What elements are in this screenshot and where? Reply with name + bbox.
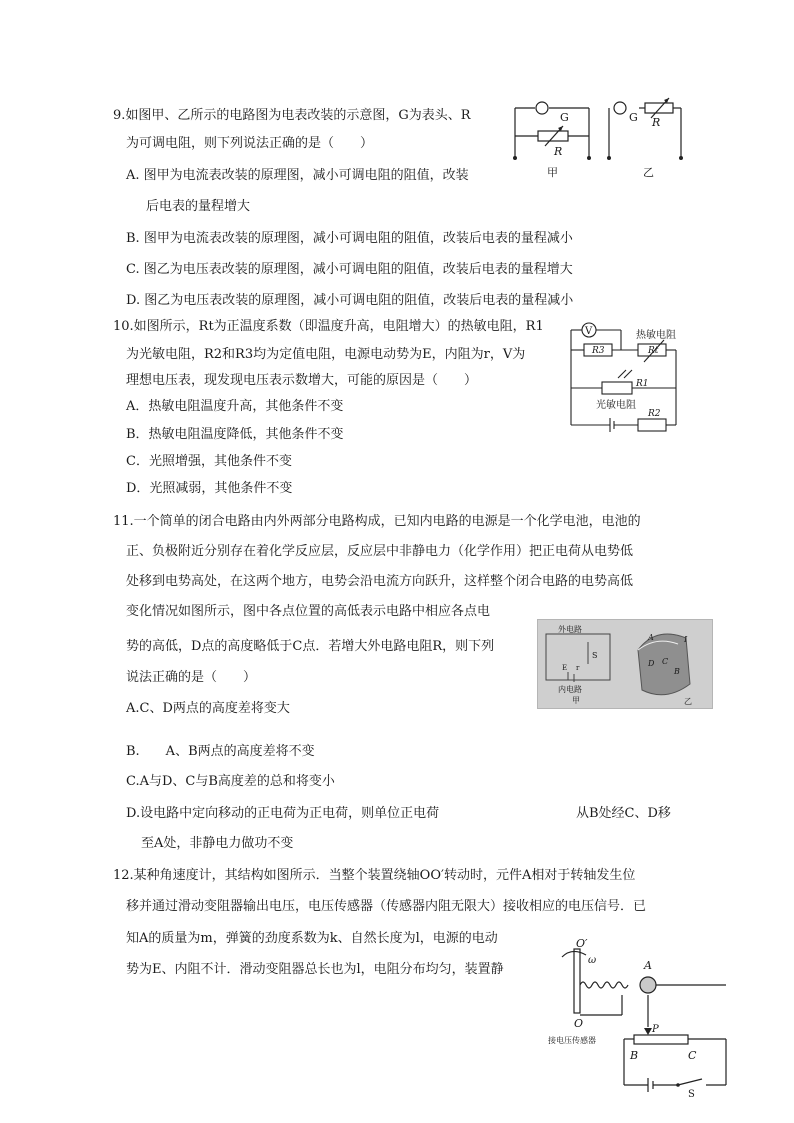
q12-b-label: B (630, 1049, 639, 1062)
q11-point-b: B (674, 667, 680, 676)
q10-voltmeter-label: V (585, 326, 593, 337)
q12-line2: 移并通过滑动变阻器输出电压，电压传感器（传感器内阻无限大）接收相应的电压信号．已 (126, 899, 647, 914)
q10-option-d: D．光照减弱，其他条件不变 (126, 481, 293, 496)
q12-sensor-label: 接电压传感器 (548, 1036, 596, 1045)
q10-thermistor-text: 热敏电阻 (636, 330, 676, 341)
q10-r1-label: R1 (636, 379, 649, 389)
q12-c-label: C (688, 1049, 697, 1062)
q11-inner-circuit-label: 内电路 (558, 685, 582, 694)
q9-option-a-line2: 后电表的量程增大 (146, 199, 251, 214)
q10-stem-line3: 理想电压表，现发现电压表示数增大，可能的原因是（ ） (126, 373, 478, 388)
q11-line6: 说法正确的是（ ） (126, 670, 257, 685)
q9-option-c: C. 图乙为电压表改装的原理图，减小可调电阻的阻值，改装后电表的量程增大 (126, 262, 573, 277)
q9-galvanometer-left (536, 102, 548, 114)
q11-caption-left: 甲 (572, 696, 580, 705)
q9-option-d: D. 图乙为电压表改装的原理图，减小可调电阻的阻值，改装后电表的量程减小 (126, 293, 574, 308)
q12-a-label: A (644, 959, 652, 972)
q11-option-b: B. A、B两点的高度差将不变 (126, 744, 315, 759)
q12-mass-a-icon (640, 977, 656, 993)
q9-g-label-left: G (560, 111, 569, 124)
q11-option-d-line2: 至A处，非静电力做功不变 (141, 836, 294, 851)
q11-line1: 11.一个简单的闭合电路由内外两部分电路构成，已知内电路的电源是一个化学电池，电池的 (113, 514, 641, 529)
q9-circuit-figure (505, 98, 690, 180)
q9-option-b: B. 图甲为电流表改装的原理图，减小可调电阻的阻值，改装后电表的量程减小 (126, 231, 573, 246)
q12-p-label: P (652, 1024, 659, 1035)
q11-point-d: D (648, 659, 655, 668)
q12-line3: 知A的质量为m，弹簧的劲度系数为k、自然长度为l，电源的电动 (126, 931, 498, 946)
q11-point-a: A (648, 633, 654, 642)
q11-line5: 势的高低，D点的高度略低于C点．若增大外电路电阻R，则下列 (126, 639, 495, 654)
q12-o-label: O (574, 1017, 584, 1030)
q11-current-i: I (684, 635, 688, 644)
q10-rt-label: Rt (648, 346, 659, 356)
q9-option-a-line1: A. 图甲为电流表改装的原理图，减小可调电阻的阻值，改装 (126, 168, 469, 183)
q10-stem-line1: 10.如图所示，Rt为正温度系数（即温度升高，电阻增大）的热敏电阻，R1 (113, 319, 544, 334)
q11-e-label: E (562, 664, 568, 672)
q11-option-c: C.A与D、C与B高度差的总和将变小 (126, 774, 335, 789)
q11-s-label: S (592, 651, 598, 660)
q10-option-a: A．热敏电阻温度升高，其他条件不变 (126, 399, 344, 414)
q11-line4: 变化情况如图所示，图中各点位置的高低表示电路中相应各点电 (126, 604, 491, 619)
q9-caption-right: 乙 (643, 166, 654, 179)
q12-switch-label: S (688, 1089, 695, 1100)
q9-g-label-right: G (629, 111, 638, 124)
q12-device-figure (548, 935, 728, 1100)
q9-r-label-left: R (554, 145, 563, 158)
q9-stem-line2: 为可调电阻，则下列说法正确的是（ ） (126, 136, 374, 151)
q10-circuit-figure (566, 320, 681, 430)
q11-option-d-part1: D.设电路中定向移动的正电荷为正电荷，则单位正电荷 (126, 806, 440, 821)
q10-r2-label: R2 (648, 409, 661, 419)
q11-option-a: A.C、D两点的高度差将变大 (126, 701, 290, 716)
q10-option-b: B．热敏电阻温度降低，其他条件不变 (126, 427, 344, 442)
q11-line3: 处移到电势高处，在这两个地方，电势会沿电流方向跃升，这样整个闭合电路的电势高低 (126, 574, 634, 589)
q11-figure-photo (537, 619, 713, 709)
q11-point-c: C (662, 657, 669, 666)
q9-stem-line1: 9.如图甲、乙所示的电路图为电表改装的示意图，G为表头、R (113, 108, 471, 123)
q9-caption-left: 甲 (547, 166, 558, 179)
q9-r-label-right: R (652, 116, 661, 129)
q10-stem-line2: 为光敏电阻，R2和R3均为定值电阻，电源电动势为E，内阻为r，V为 (126, 347, 526, 362)
q10-option-c: C．光照增强，其他条件不变 (126, 454, 292, 469)
q12-line1: 12.某种角速度计，其结构如图所示．当整个装置绕轴OO′转动时，元件A相对于转轴发生位 (113, 868, 636, 883)
q9-galvanometer-right (614, 102, 626, 114)
q10-photoresistor-text: 光敏电阻 (596, 400, 636, 411)
q11-outer-circuit-label: 外电路 (558, 625, 582, 634)
q11-option-d-part2: 从B处经C、D移 (576, 806, 671, 821)
q11-r-label: r (576, 664, 580, 672)
q12-omega-label: ω (588, 955, 597, 966)
q12-line4: 势为E、内阻不计．滑动变阻器总长也为l，电阻分布均匀，装置静 (126, 962, 504, 977)
q12-o-prime-label: O′ (576, 937, 588, 950)
q11-line2: 正、负极附近分别存在着化学反应层，反应层中非静电力（化学作用）把正电荷从电势低 (126, 544, 634, 559)
q10-r3-label: R3 (592, 346, 605, 356)
q11-caption-right: 乙 (684, 697, 692, 706)
